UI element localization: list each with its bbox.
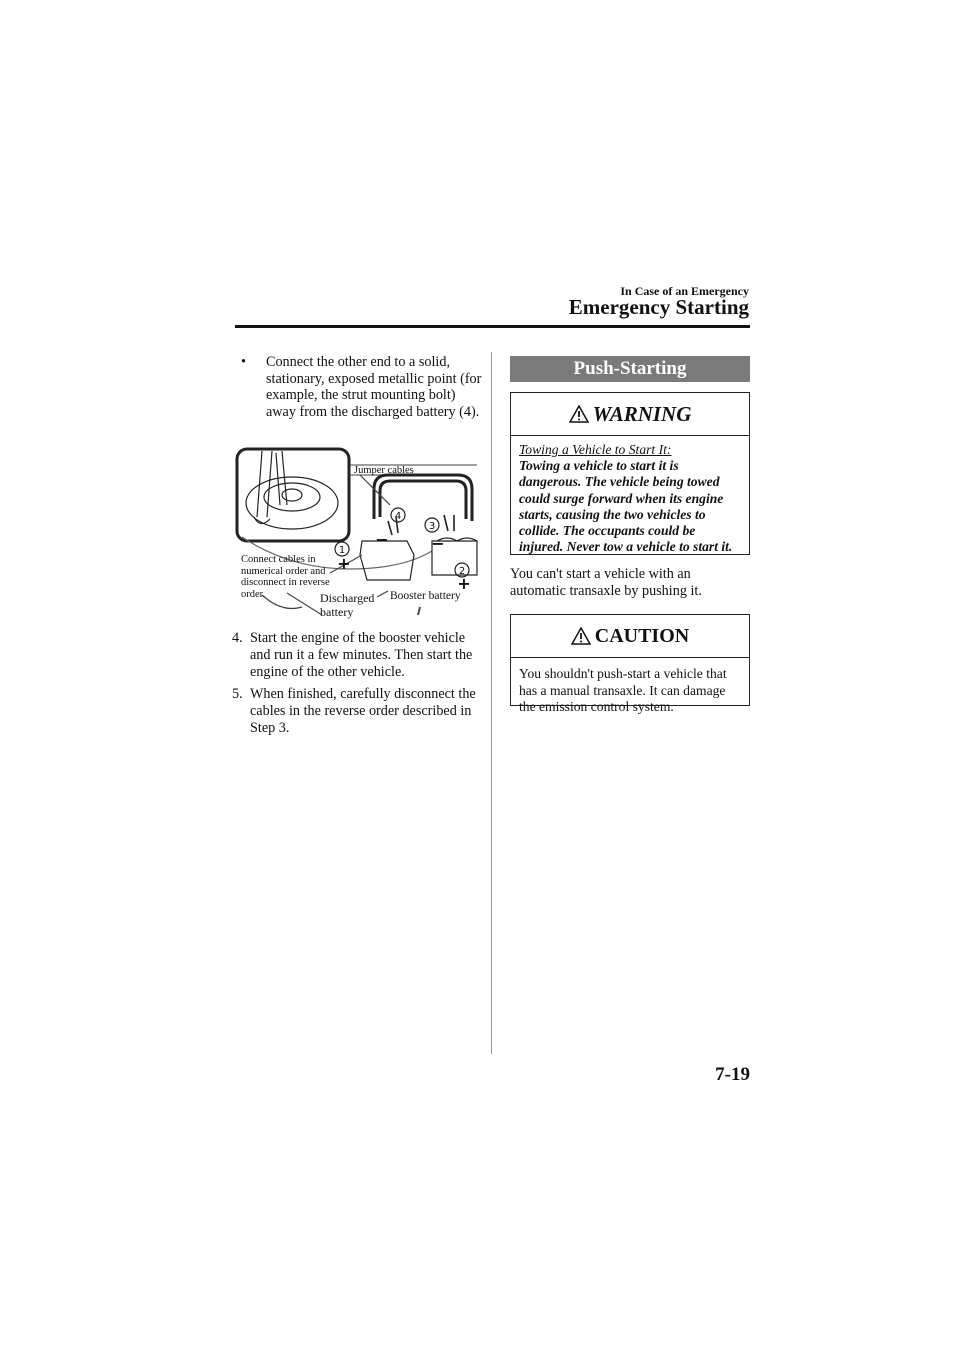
leader-booster [377,591,388,597]
caution-triangle-icon [571,627,591,645]
bullet-glyph: • [241,354,246,370]
minus-sign-discharged: − [375,530,389,549]
marker-3: 3 [428,521,436,532]
automatic-transaxle-note: You can't start a vehicle with an automatic transaxle by pushing it. [510,566,702,599]
marker-4: 4 [394,511,402,522]
marker-2: 2 [458,566,466,577]
marker-1: 1 [338,545,346,556]
inset-frame [237,449,349,541]
column-divider [491,352,492,1054]
warning-title: WARNING [592,401,692,426]
caution-header [511,615,749,658]
warning-text: Towing a vehicle to start it is dangerous. The vehicle being towed could surge forward when its engine starts, causing the two vehicles to collide. The occupants could be injured. Never tow a vehicle to start it. [519,458,733,555]
label-discharged-battery: Discharged battery [320,591,375,619]
warning-triangle-icon [569,405,589,423]
plus-sign-booster: + [457,574,471,593]
section-heading-push-starting: Push-Starting [510,356,750,382]
warning-subtitle: Towing a Vehicle to Start It: [519,442,672,457]
page-number: 7-19 [715,1064,750,1085]
step-number: 5. [232,686,243,702]
step-text: Start the engine of the booster vehicle and run it a few minutes. Then start the engine of the other vehicle. [250,630,473,680]
chapter-title: In Case of an Emergency [620,284,749,298]
plus-sign-discharged: + [337,554,351,573]
label-connect-note: Connect cables in numerical order and disconnect in reverse order. [241,554,330,600]
warning-box [510,392,750,555]
caution-title: CAUTION [594,624,690,647]
warning-body [511,436,749,555]
strut-mount-inner [264,483,320,511]
step-4 [232,630,482,680]
tick-mark [418,607,420,615]
clamp-arm-left [257,451,272,517]
jumper-cable-illustration [232,445,486,618]
step-number: 4. [232,630,243,646]
caution-box [510,614,750,714]
step-5 [232,686,482,736]
warning-header [511,393,749,436]
strut-bolt [282,489,302,501]
minus-sign-booster: − [431,534,445,553]
header-rule [235,325,750,328]
step-text: When finished, carefully disconnect the cables in the reverse order described in Step 3. [250,686,476,736]
caution-text: You shouldn't push-start a vehicle that has a manual transaxle. It can damage the emission control system. [519,666,727,714]
clamp-booster [444,515,454,531]
bullet-connect-other-end [241,354,487,420]
bullet-text: Connect the other end to a solid, stationary, exposed metallic point (for example, the strut mounting bolt) away from the discharged battery (4). [266,354,482,420]
jumper-cable-red [380,481,466,519]
label-jumper-cables: Jumper cables [354,465,414,476]
label-booster-battery: Booster battery [390,590,461,602]
section-title: Emergency Starting [568,295,749,319]
